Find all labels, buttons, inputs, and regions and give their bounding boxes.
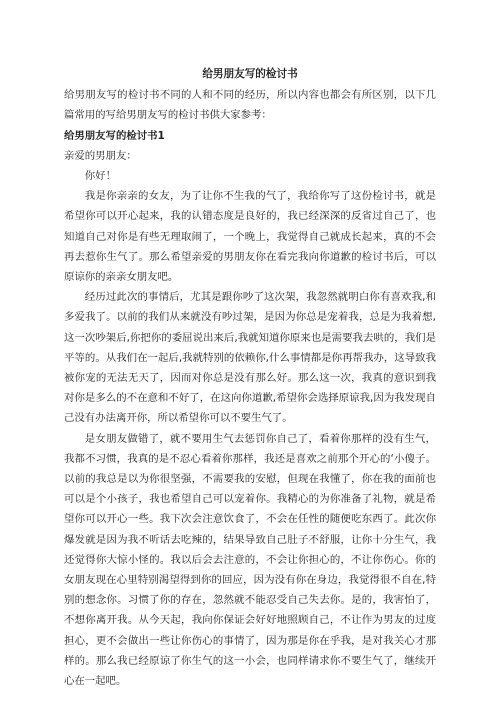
section-heading: 给男朋友写的检讨书1 [64,129,165,142]
salutation: 亲爱的男朋友： [64,149,137,162]
greeting: 你好！ [84,170,116,183]
document-page [64,64,436,691]
intro-paragraph: 给男朋友写的检讨书不同的人和不同的经历，所以内容也都会有所区别，以下几篇常用的写给男朋友写的检讨书供大家参考： [64,89,436,122]
document-title: 给男朋友写的检讨书 [202,68,298,80]
body-paragraph: 我是你亲亲的女友，为了让你不生我的气了，我给你写了这份检讨书，就是希望你可以开心起来，我的认错态度是良好的，我已经深深的反省过自己了，也知道自己对你是有些无理取闹了，一个晚上，我觉得自己就成长起来，真的不会再去惹你生气了。那么希望亲爱的男朋友你在看完我向你道歉的检讨书后，可以原谅你的亲亲女朋友吧。 [64,190,436,284]
body-paragraph: 经历过此次的事情后，尤其是跟你吵了这次架，我忽然就明白你有喜欢我,和多爱我了。以前的我们从来就没有吵过架，是因为你总是宠着我，总是为我着想,这一次吵架后,你把你的委屈说出来后,我就知道你原来也是需要我去哄的，我们是平等的。从我们在一起后,我就特别的依赖你,什么事情都是你再帮我办，这导致我被你宠的无法无天了，因而对你总是没有那么好。那么这一次，我真的意识到我对你是多么的不在意和不好了，在这向你道歉,希望你会选择原谅我,因为我发现自己没有办法离开你，所以希望你可以不要生气了。 [64,291,436,425]
body-paragraph: 是女朋友做错了，就不要用生气去惩罚你自己了，看着你那样的没有生气，我都不习惯，我真的是不忍心看着你那样，我还是喜欢之前那个开心的‘小傻子。以前的我总是以为你很坚强，不需要我的安慰，但现在我懂了，你在我的面前也可以是个小孩子，我也希望自己可以宠着你。我精心的为你准备了礼物，就是希望你可以开心一些。我下次会注意饮食了，不会在任性的随便吃东西了。此次你爆发就是因为我不听话去吃辣的，结果导致自己肚子不舒服，让你十分生气，我还觉得你大惊小怪的。我以后会去注意的，不会让你担心的，不让你伤心。你的女朋友现在心里特别渴望得到你的回应，因为没有你在身边，我觉得很不自在,特别的想念你。习惯了你的存在，忽然就不能忍受自己失去你。是的，我害怕了，不想你离开我。从今天起，我向你保证会好好地照顾自己，不让作为男友的过度担心，更不会做出一些让你伤心的事情了，因为那是你在乎我，是对我关心才那样的。那么我已经原谅了你生气的这一小会，也同样请求你不要生气了，继续开心在一起吧。 [64,432,436,688]
